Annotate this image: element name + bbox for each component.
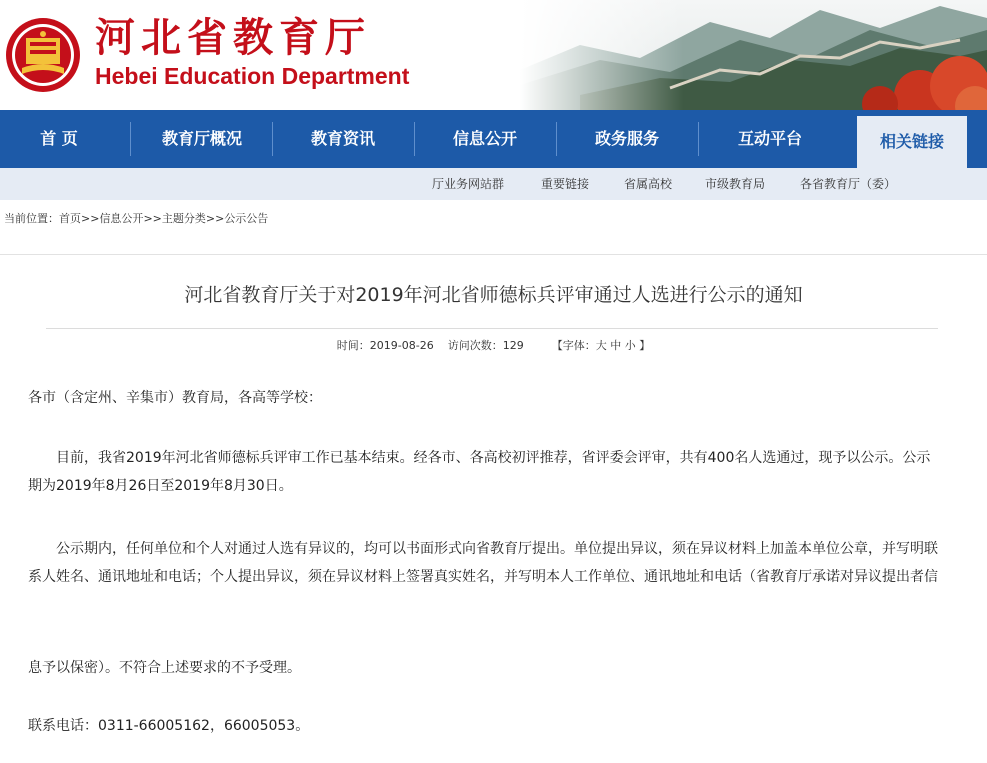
font-size-small[interactable]: 小: [624, 339, 636, 352]
site-header: [0, 0, 987, 110]
breadcrumb-prefix: 当前位置：: [4, 212, 59, 225]
article-salutation: 各市（含定州、辛集市）教育局，各高等学校：: [28, 390, 322, 406]
subnav-city-education-bureaus[interactable]: 市级教育局: [705, 177, 766, 191]
subnav-provincial-education-departments[interactable]: 各省教育厅（委）: [800, 177, 897, 191]
article-paragraph: 公示期内，任何单位和个人对通过人选有异议的，均可以书面形式向省教育厅提出。单位提出异议，须在异议材料上加盖本单位公章，并写明联系人姓名、通讯地址和电话；个人提出异议，须在异议材料上签署真实姓名，并写明本人工作单位、通讯地址和电话（省教育厅承诺对异议提出者信: [28, 541, 938, 585]
subnav-business-sites[interactable]: 厅业务网站群: [432, 177, 505, 191]
breadcrumb: [4, 210, 268, 228]
main-nav: [0, 110, 987, 168]
breadcrumb-public-notice[interactable]: 公示公告: [224, 212, 269, 225]
breadcrumb-info-disclosure[interactable]: 信息公开: [99, 212, 144, 225]
breadcrumb-topic-category[interactable]: 主题分类: [161, 212, 206, 225]
meta-visits-label: 访问次数：: [447, 339, 503, 352]
article-paragraph: 目前，我省2019年河北省师德标兵评审工作已基本结束。经各市、各高校初评推荐，省评委会评审，共有400名人选通过，现予以公示。公示期为2019年8月26日至2019年8月30日。: [28, 450, 931, 494]
divider: [0, 254, 987, 255]
nav-divider: [556, 122, 557, 156]
breadcrumb-separator: >>: [205, 212, 225, 225]
hebei-education-seal-icon[interactable]: [4, 16, 82, 94]
meta-visits: 129: [502, 339, 524, 352]
font-size-bracket: 】: [639, 339, 651, 352]
nav-related-links[interactable]: 相关链接: [857, 116, 967, 168]
article-contact: 联系电话：0311-66005162，66005053。: [28, 718, 310, 734]
site-title-cn: 河北省教育厅: [95, 14, 371, 61]
divider: [46, 328, 938, 329]
nav-divider: [414, 122, 415, 156]
meta-time-label: 时间：: [336, 339, 370, 352]
font-size-label: 【字体：: [551, 339, 596, 352]
subnav-important-links[interactable]: 重要链接: [541, 177, 590, 191]
meta-time: 2019-08-26: [369, 339, 434, 352]
nav-divider: [698, 122, 699, 156]
nav-interactive-platform[interactable]: 互动平台: [737, 129, 802, 148]
article-title: 河北省教育厅关于对2019年河北省师德标兵评审通过人选进行公示的通知: [184, 284, 803, 306]
subnav-provincial-universities[interactable]: 省属高校: [624, 177, 673, 191]
nav-education-news[interactable]: 教育资讯: [310, 129, 375, 148]
nav-government-services[interactable]: 政务服务: [594, 129, 659, 148]
article-paragraph: 息予以保密）。不符合上述要求的不予受理。: [28, 660, 301, 676]
breadcrumb-separator: >>: [143, 212, 162, 225]
font-size-medium[interactable]: 中: [610, 339, 622, 352]
breadcrumb-separator: >>: [81, 212, 100, 225]
sub-nav: [0, 168, 987, 200]
great-wall-banner: [520, 0, 987, 110]
site-title-en: Hebei Education Department: [95, 63, 410, 89]
nav-divider: [272, 122, 273, 156]
nav-divider: [130, 122, 131, 156]
breadcrumb-home[interactable]: 首页: [59, 212, 81, 225]
nav-department-overview[interactable]: 教育厅概况: [161, 129, 242, 148]
article-meta: [0, 337, 987, 355]
nav-info-disclosure[interactable]: 信息公开: [452, 129, 517, 148]
nav-home[interactable]: 首 页: [40, 129, 78, 148]
font-size-large[interactable]: 大: [595, 339, 607, 352]
